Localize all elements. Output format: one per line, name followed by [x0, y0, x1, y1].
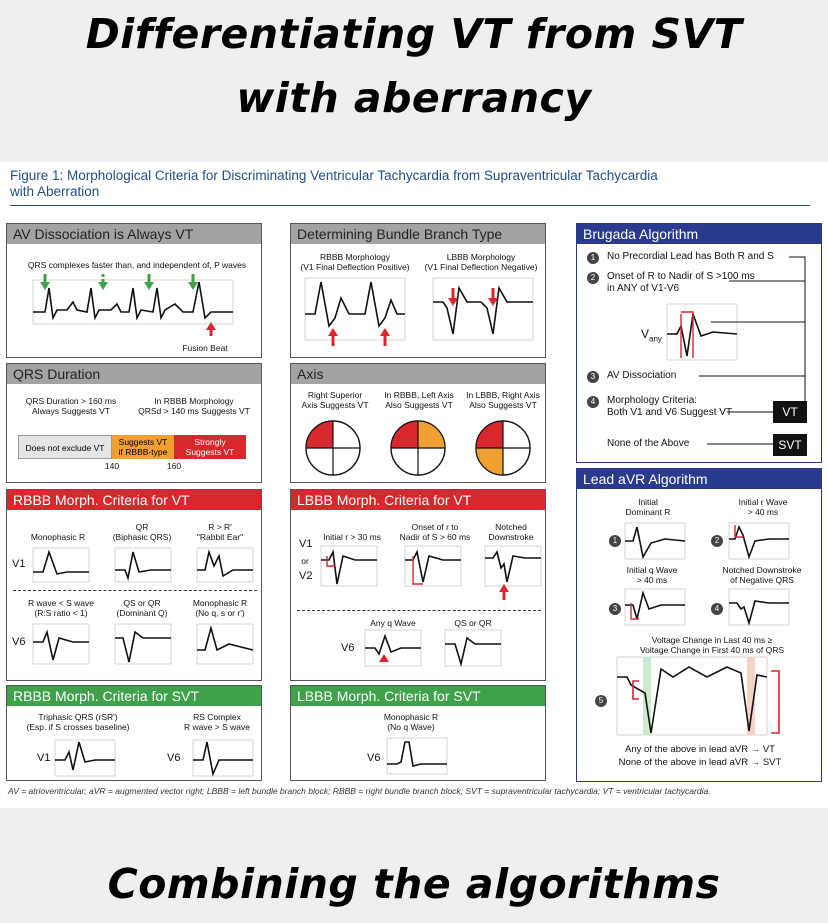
- rbbb-vt-c2: QR (Biphasic QRS): [112, 522, 172, 542]
- rbbb-vt-c6: Monophasic R (No q, s or r'): [192, 598, 248, 618]
- rbbb-svt-c2: RS Complex R wave > S wave: [184, 712, 250, 732]
- panel-rbbb-vt: [6, 489, 262, 681]
- brugada-vany: $V_{any}$: [641, 327, 662, 344]
- panel-title: LBBB Morph. Criteria for SVT: [291, 686, 545, 706]
- panel-title: QRS Duration: [7, 364, 261, 384]
- lbbb-vt-c4: Any q Wave: [370, 618, 416, 628]
- rbbb-vt-c3: R > R' "Rabbit Ear": [196, 522, 244, 542]
- figure-footer: AV = atrioventricular; aVR = augmented vector right; LBBB = left bundle branch block; RBBB = right bundle branch block; SVT = supraventricular tachycardia; VT = ventricular tachycardia.: [8, 786, 711, 796]
- avr-c1: Initial Dominant R: [625, 497, 671, 517]
- brugada-svt-badge: SVT: [773, 434, 807, 456]
- lbbb-svt-ecg: [387, 738, 447, 774]
- qrs-left-note: QRS Duration > 160 ms Always Suggests VT: [25, 396, 117, 416]
- brugada-step-3: AV Dissociation: [607, 370, 677, 381]
- rbbb-svt-lead-v1: V1: [37, 752, 51, 764]
- headline-bottom: Combining the algorithms: [107, 860, 721, 908]
- panel-axis: [290, 363, 546, 483]
- rbbb-svt-ecg: [55, 740, 255, 776]
- avr-c4: Notched Downstroke of Negative QRS: [722, 565, 802, 585]
- brugada-step-4: Morphology Criteria: Both V1 and V6 Suggest VT: [607, 395, 733, 418]
- panel-qrs-duration: [6, 363, 262, 483]
- lbbb-vt-c1: Initial r > 30 ms: [323, 532, 381, 542]
- lbbb-morphology-label: LBBB Morphology (V1 Final Deflection Negative): [424, 252, 538, 272]
- rbbb-vt-c5: QS or QR (Dominant Q): [116, 598, 168, 618]
- lbbb-vt-divider: [297, 610, 541, 611]
- rbbb-vt-c1: Monophasic R: [30, 532, 86, 542]
- lbbb-vt-v6-ecg: [365, 630, 505, 674]
- avr-step-5-icon: 5: [595, 695, 607, 707]
- panel-title: Lead aVR Algorithm: [577, 469, 821, 489]
- qrs-right-note: In RBBB Morphology QRSd > 140 ms Suggests VT: [138, 396, 250, 416]
- rbbb-vt-v6-ecg: [33, 624, 253, 664]
- brugada-vt-badge: VT: [773, 401, 807, 423]
- axis-diagrams: [305, 418, 535, 478]
- avr-step-4-icon: 4: [711, 603, 723, 615]
- rbbb-svt-c1: Triphasic QRS (rSR') (Esp. if S crosses baseline): [26, 712, 130, 732]
- panel-title: AV Dissociation is Always VT: [7, 224, 261, 244]
- rbbb-vt-v1-ecg: [33, 548, 253, 582]
- rbbb-vt-lead-v1: V1: [12, 558, 26, 570]
- lbbb-vt-or: or: [301, 556, 309, 566]
- qrs-bar-strongly: Strongly Suggests VT: [174, 435, 246, 459]
- avr-c2: Initial r Wave > 40 ms: [738, 497, 788, 517]
- avr-step-1-icon: 1: [609, 535, 621, 547]
- panel-title: Determining Bundle Branch Type: [291, 224, 545, 244]
- panel-avr: [576, 468, 822, 782]
- avr-step-2-icon: 2: [711, 535, 723, 547]
- figure-rule: [10, 205, 810, 206]
- avr-step-3-icon: 3: [609, 603, 621, 615]
- avr-voltage-ecg: [617, 657, 807, 737]
- panel-rbbb-svt: [6, 685, 262, 781]
- lbbb-vt-lead-v1: V1: [299, 538, 313, 550]
- panel-bundle-branch: [290, 223, 546, 358]
- brugada-step-4-icon: 4: [587, 396, 599, 408]
- panel-title: Brugada Algorithm: [577, 224, 821, 244]
- lbbb-vt-c3: Notched Downstroke: [488, 522, 534, 542]
- lbbb-vt-lead-v2: V2: [299, 570, 313, 582]
- brugada-step-2: Onset of R to Nadir of S >100 ms in ANY of V1-V6: [607, 271, 755, 294]
- qrs-bar-not-exclude: Does not exclude VT: [18, 435, 112, 459]
- panel-title: RBBB Morph. Criteria for SVT: [7, 686, 261, 706]
- headline-line-1: Differentiating VT from SVT: [85, 10, 743, 58]
- lbbb-vt-lead-v6: V6: [341, 642, 355, 654]
- rbbb-morphology-label: RBBB Morphology (V1 Final Deflection Positive): [300, 252, 410, 272]
- rbbb-vt-c4: R wave < S wave (R:S ratio < 1): [28, 598, 94, 618]
- avr-c3: Initial q Wave > 40 ms: [626, 565, 678, 585]
- avr-result-vt: Any of the above in lead aVR → VT: [625, 744, 775, 755]
- panel-brugada: [576, 223, 822, 463]
- brugada-step-2-icon: 2: [587, 272, 599, 284]
- qrs-tick-160: 160: [166, 461, 182, 471]
- axis-label-2: In RBBB, Left Axis Also Suggests VT: [384, 390, 454, 410]
- avr-small-ecgs: [625, 519, 815, 625]
- lbbb-vt-c5: QS or QR: [454, 618, 492, 628]
- figure-sheet: [0, 162, 828, 808]
- panel-title: Axis: [291, 364, 545, 384]
- axis-label-3: In LBBB, Right Axis Also Suggests VT: [466, 390, 540, 410]
- brugada-connectors: [577, 224, 823, 464]
- headline-line-2: with aberrancy: [236, 74, 592, 122]
- rbbb-vt-lead-v6: V6: [12, 636, 26, 648]
- qrs-tick-140: 140: [104, 461, 120, 471]
- axis-label-1: Right Superior Axis Suggests VT: [301, 390, 369, 410]
- panel-title: LBBB Morph. Criteria for VT: [291, 490, 545, 510]
- panel-title: RBBB Morph. Criteria for VT: [7, 490, 261, 510]
- panel-av-dissociation: [6, 223, 262, 358]
- rbbb-svt-lead-v6: V6: [167, 752, 181, 764]
- lbbb-vt-c2: Onset of r to Nadir of S > 60 ms: [399, 522, 471, 542]
- bundle-branch-ecg: [305, 278, 535, 346]
- lbbb-vt-v1-ecg: [321, 546, 541, 600]
- av-caption: QRS complexes faster than, and independent of, P waves: [27, 260, 247, 270]
- rbbb-vt-divider: [13, 590, 257, 591]
- avr-c5: Voltage Change in Last 40 ms ≥ Voltage Change in First 40 ms of QRS: [639, 635, 785, 655]
- figure-title: Figure 1: Morphological Criteria for Discriminating Ventricular Tachycardia from Supraventricular Tachycardia with Aberration: [10, 168, 658, 199]
- lbbb-svt-c1: Monophasic R (No q Wave): [383, 712, 439, 732]
- panel-lbbb-vt: [290, 489, 546, 681]
- brugada-step-3-icon: 3: [587, 371, 599, 383]
- panel-lbbb-svt: [290, 685, 546, 781]
- lbbb-svt-lead-v6: V6: [367, 752, 381, 764]
- brugada-step-1-icon: 1: [587, 252, 599, 264]
- avr-result-svt: None of the above in lead aVR → SVT: [618, 757, 782, 768]
- av-dissociation-ecg: [33, 274, 233, 326]
- qrs-bar-suggests: Suggests VT if RBBB-type: [112, 435, 174, 459]
- brugada-step-5: None of the Above: [607, 438, 690, 449]
- brugada-step-1: No Precordial Lead has Both R and S: [607, 251, 774, 262]
- fusion-beat-label: Fusion Beat: [182, 343, 228, 353]
